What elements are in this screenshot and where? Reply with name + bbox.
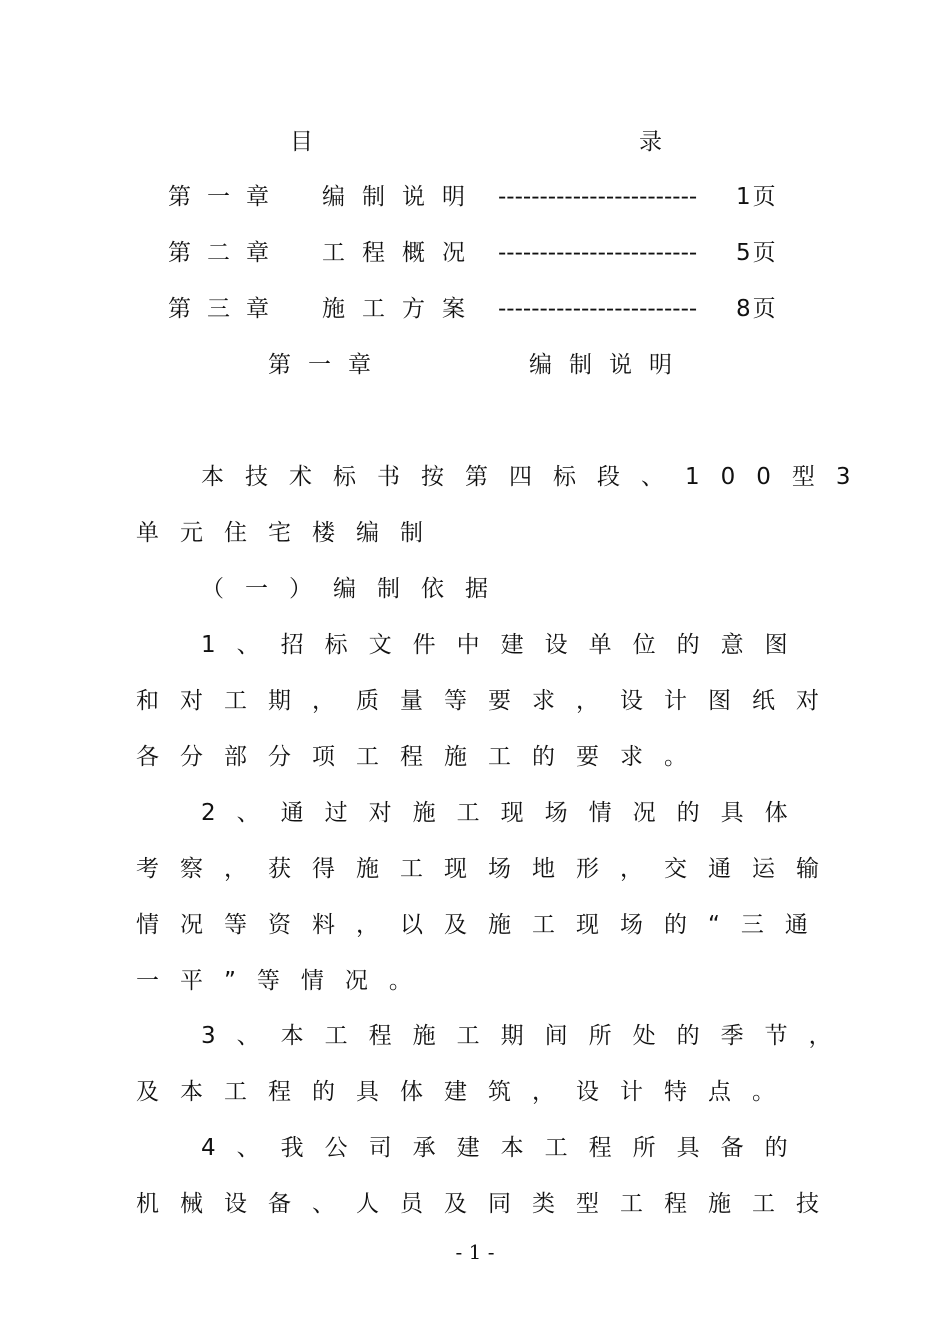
item-2-line-2: 考察，获得施工现场地形，交通运输	[136, 856, 840, 882]
toc-page: 5页	[736, 240, 778, 266]
toc-title: 施工方案	[322, 296, 482, 322]
chapter-label: 第一章	[268, 352, 388, 378]
toc-title-left: 目	[290, 129, 313, 155]
item-2-line-4: 一平”等情况。	[136, 968, 433, 994]
intro-line-1: 本技术标书按第四标段、100型3	[201, 464, 872, 490]
item-1-line-3: 各分部分项工程施工的要求。	[136, 744, 708, 770]
toc-entry[interactable]	[168, 238, 788, 268]
item-2-line-1: 2、通过对施工现场情况的具体	[201, 800, 809, 826]
item-4-line-2: 机械设备、人员及同类型工程施工技	[136, 1191, 840, 1217]
toc-title-right: 录	[639, 129, 662, 155]
toc-chapter: 第一章	[168, 184, 285, 210]
toc-entry[interactable]	[168, 294, 788, 324]
toc-title: 编制说明	[322, 184, 482, 210]
page-number: - 1 -	[455, 1240, 495, 1264]
toc-entry[interactable]	[168, 182, 788, 212]
item-1-line-2: 和对工期，质量等要求，设计图纸对	[136, 688, 840, 714]
item-1-line-1: 1、招标文件中建设单位的意图	[201, 632, 809, 658]
toc-leader: ------------------------	[498, 240, 698, 266]
toc-chapter: 第三章	[168, 296, 285, 322]
item-2-line-3: 情况等资料，以及施工现场的“三通	[136, 912, 829, 938]
section-heading: （一）编制依据	[201, 576, 509, 602]
item-3-line-2: 及本工程的具体建筑，设计特点。	[136, 1079, 796, 1105]
toc-leader: ------------------------	[498, 184, 698, 210]
chapter-title: 编制说明	[529, 352, 689, 378]
toc-page: 8页	[736, 296, 778, 322]
toc-chapter: 第二章	[168, 240, 285, 266]
item-4-line-1: 4、我公司承建本工程所具备的	[201, 1135, 809, 1161]
toc-title: 工程概况	[322, 240, 482, 266]
toc-leader: ------------------------	[498, 296, 698, 322]
intro-line-2: 单元住宅楼编制	[136, 520, 444, 546]
toc-page: 1页	[736, 184, 778, 210]
item-3-line-1: 3、本工程施工期间所处的季节，	[201, 1023, 853, 1049]
